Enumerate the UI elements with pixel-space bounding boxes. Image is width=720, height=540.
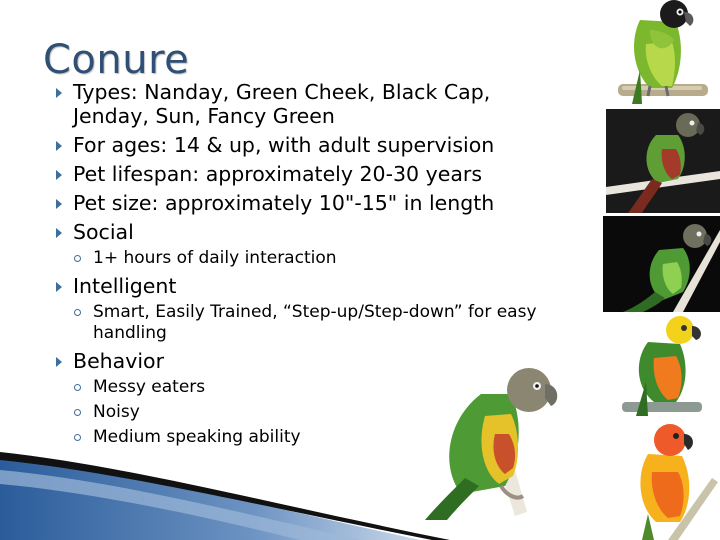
bullet-intelligent xyxy=(53,274,563,298)
ring-bullet-icon xyxy=(74,255,81,262)
triangle-bullet-icon xyxy=(56,141,62,151)
bullet-size xyxy=(53,191,563,215)
bullet-lifespan xyxy=(53,162,563,186)
triangle-bullet-icon xyxy=(56,228,62,238)
bullet-text: Types: Nanday, Green Cheek, Black Cap, Jenday, Sun, Fancy Green xyxy=(73,80,491,128)
slide-title: Conure xyxy=(43,37,190,83)
triangle-bullet-icon xyxy=(56,357,62,367)
triangle-bullet-icon xyxy=(56,170,62,180)
bullet-text: Social xyxy=(73,220,134,244)
bullet-social xyxy=(53,220,563,244)
sub-bullet-text: Noisy xyxy=(93,402,140,422)
bullet-text: Behavior xyxy=(73,349,165,373)
triangle-bullet-icon xyxy=(56,282,62,292)
conure-photo-large xyxy=(425,364,605,520)
bullet-types xyxy=(53,80,563,128)
bullet-text: Pet size: approximately 10"-15" in length xyxy=(73,191,495,215)
sub-bullet-social-1 xyxy=(53,248,563,269)
ring-bullet-icon xyxy=(74,434,81,441)
sub-bullet-text: Smart, Easily Trained, “Step-up/Step-down” for easy handling xyxy=(93,302,537,343)
conure-photo-5 xyxy=(628,418,720,540)
sub-bullet-text: 1+ hours of daily interaction xyxy=(93,248,337,268)
sub-bullet-text: Messy eaters xyxy=(93,377,206,397)
conure-photo-2 xyxy=(606,109,720,213)
bullet-text: For ages: 14 & up, with adult supervision xyxy=(73,133,495,157)
bullet-text: Pet lifespan: approximately 20-30 years xyxy=(73,162,483,186)
triangle-bullet-icon xyxy=(56,88,62,98)
conure-photo-1 xyxy=(610,0,720,106)
ring-bullet-icon xyxy=(74,409,81,416)
conure-photo-4 xyxy=(618,312,720,416)
ring-bullet-icon xyxy=(74,384,81,391)
sub-bullet-text: Medium speaking ability xyxy=(93,427,301,447)
triangle-bullet-icon xyxy=(56,199,62,209)
bullet-text: Intelligent xyxy=(73,274,177,298)
conure-photo-3 xyxy=(603,216,720,312)
sub-bullet-intelligent-1 xyxy=(53,302,563,344)
bullet-ages xyxy=(53,133,563,157)
ring-bullet-icon xyxy=(74,309,81,316)
